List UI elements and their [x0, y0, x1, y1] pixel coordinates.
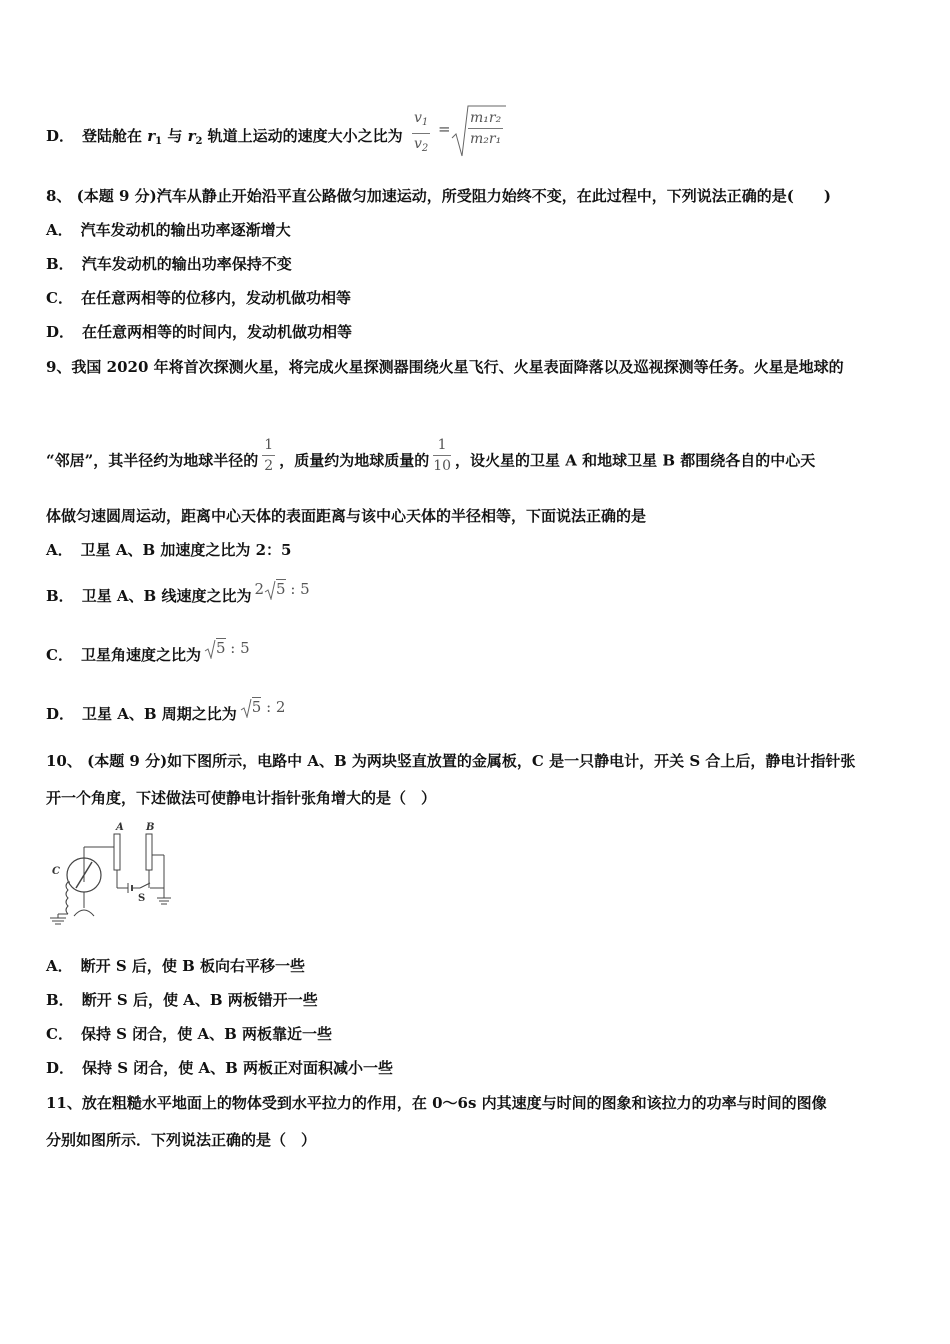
equals-sign: = [438, 120, 451, 138]
frac-num: 1 [262, 437, 275, 456]
electrostatic-circuit-diagram [46, 820, 186, 935]
option-text: 汽车发动机的输出功率逐渐增大 [80, 221, 291, 239]
v2-sub: 2 [421, 143, 429, 154]
q9-option-d [46, 697, 286, 726]
v1-sub: 1 [421, 117, 429, 128]
option-text: 卫星 A、B 加速度之比为 2：5 [80, 541, 292, 559]
plate-b [146, 834, 152, 870]
q10-option-c [46, 1024, 332, 1044]
q8-option-b [46, 254, 292, 274]
frac-den: 10 [433, 458, 452, 474]
q9-stem-line2 [46, 437, 816, 480]
q11-stem-line2: 分别如图所示．下列说法正确的是（ ） [46, 1131, 317, 1149]
option-letter: B． [46, 255, 74, 273]
radicand: 5 [215, 638, 226, 657]
option-text: 保持 S 闭合，使 A、B 两板靠近一些 [80, 1025, 332, 1043]
velocity-fraction [412, 110, 430, 157]
var-r1: r [147, 127, 156, 145]
var-r2: r [187, 127, 196, 145]
mass-radius-fraction [468, 110, 503, 147]
option-letter: A． [46, 957, 73, 975]
q10-option-a [46, 956, 305, 976]
ratio-tail: : 2 [261, 697, 286, 716]
option-text: 卫星角速度之比为 [80, 646, 201, 664]
option-text: 断开 S 后，使 B 板向右平移一些 [80, 957, 306, 975]
frac-num: 1 [433, 437, 451, 456]
option-letter: D． [46, 323, 75, 341]
sqrt-sign-icon [264, 580, 276, 600]
q8-option-c [46, 288, 351, 308]
q10-stem-line2: 开一个角度，下述做法可使静电计指针张角增大的是（ ） [46, 789, 437, 807]
option-text: 断开 S 后，使 A、B 两板错开一些 [81, 991, 318, 1009]
label-a: A [116, 822, 124, 833]
q9-option-c [46, 638, 250, 667]
velocity-ratio-formula [410, 104, 510, 160]
option-letter: A． [46, 221, 73, 239]
sqrt-sign-icon [204, 639, 216, 659]
q8-stem: 8、 (本题 9 分)汽车从静止开始沿平直公路做匀加速运动，所受阻力始终不变，在此过程中，下列说法正确的是( ) [46, 187, 831, 205]
option-letter: D． [46, 127, 75, 145]
option-letter: B． [46, 991, 74, 1009]
ratio-expression [254, 579, 309, 600]
option-text: 在任意两相等的位移内，发动机做功相等 [80, 289, 351, 307]
q7-option-d [46, 126, 403, 152]
stem-part-b: ，质量约为地球质量的 [279, 451, 430, 470]
option-letter: D． [46, 705, 75, 723]
q10-option-d [46, 1058, 393, 1078]
option-text: 汽车发动机的输出功率保持不变 [81, 255, 292, 273]
q9-option-a [46, 540, 292, 560]
q9-stem-line1: 9、我国 2020 年将首次探测火星，将完成火星探测器围绕火星飞行、火星表面降落以及巡视探测等任务。火星是地球的 [46, 358, 844, 376]
v1: v [414, 110, 422, 126]
frac-den: 2 [264, 458, 274, 474]
option-letter: C． [46, 646, 73, 664]
q8-option-d [46, 322, 352, 342]
q9-option-b [46, 579, 310, 608]
option-text: 在任意两相等的时间内，发动机做功相等 [82, 323, 353, 341]
option-text: 保持 S 闭合，使 A、B 两板正对面积减小一些 [82, 1059, 394, 1077]
label-b: B [146, 822, 155, 833]
plate-a [114, 834, 120, 870]
fraction-half [262, 437, 275, 474]
stem-part-a: “邻居”，其半径约为地球半径的 [46, 451, 259, 470]
sqrt-sign-icon [240, 698, 252, 718]
ratio-tail: : 5 [225, 638, 250, 657]
option-text: 登陆舱在 [82, 127, 148, 145]
label-s: S [138, 893, 146, 904]
ratio-expression [240, 697, 286, 718]
radicand: 5 [276, 579, 286, 598]
option-letter: A． [46, 541, 73, 559]
coef: 2 [254, 579, 264, 598]
sub-1: 1 [155, 136, 163, 147]
stem-part-c: ，设火星的卫星 A 和地球卫星 B 都围绕各自的中心天 [455, 451, 816, 470]
q8-option-a [46, 220, 291, 240]
option-text-end: 轨道上运动的速度大小之比为 [202, 127, 403, 145]
m1r2: m₁r₂ [468, 110, 503, 129]
m2r1: m₂r₁ [470, 131, 502, 147]
q11-stem-line1: 11、放在粗糙水平地面上的物体受到水平拉力的作用，在 0～6s 内其速度与时间的图象和该拉力的功率与时间的图像 [46, 1094, 827, 1112]
q10-option-b [46, 990, 318, 1010]
option-letter: C． [46, 1025, 73, 1043]
q9-stem-line3: 体做匀速圆周运动，距离中心天体的表面距离与该中心天体的半径相等，下面说法正确的是 [46, 507, 647, 525]
ratio-expression [204, 638, 250, 659]
option-letter: D． [46, 1059, 75, 1077]
q10-stem-line1: 10、 (本题 9 分)如下图所示，电路中 A、B 为两块竖直放置的金属板，C 是一只静电计，开关 S 合上后，静电计指针张 [46, 752, 856, 770]
fraction-tenth [433, 437, 451, 474]
option-text: 卫星 A、B 周期之比为 [82, 705, 237, 723]
radicand: 5 [251, 697, 262, 716]
ratio-tail: : 5 [285, 579, 310, 598]
label-c: C [52, 866, 60, 877]
option-letter: C． [46, 289, 73, 307]
v2: v [414, 136, 422, 152]
option-letter: B． [46, 587, 74, 605]
option-text: 卫星 A、B 线速度之比为 [81, 587, 252, 605]
sub-2: 2 [195, 136, 203, 147]
option-text-mid: 与 [162, 127, 188, 145]
